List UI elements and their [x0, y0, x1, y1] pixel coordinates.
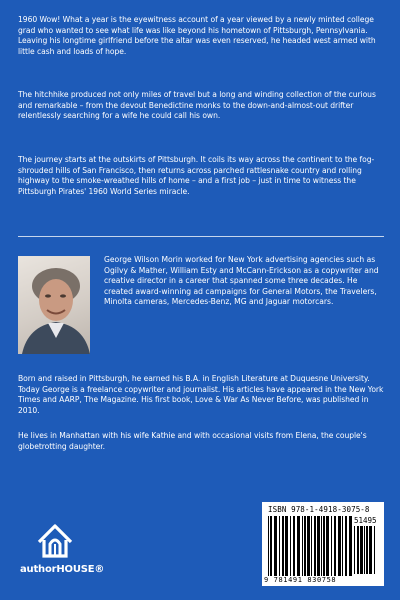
ean-number: 9 781491 830758	[264, 576, 337, 584]
price-code: 51495	[354, 516, 377, 525]
blurb-paragraph-3: The journey starts at the outskirts of Pittsburgh. It coils its way across the continent to the fog-shrouded hills of San Francisco, then returns across parched rattlesnake country and rolling highway to the smoke-wreathed hills of home – and a first job – just in time to witness the Pittsburgh Pirates' 1960 World Series miracle.	[18, 155, 375, 196]
price-barcode-bars	[354, 526, 378, 574]
authorhouse-logo-icon	[35, 520, 75, 564]
author-bio-3: He lives in Manhattan with his wife Kathie and with occasional visits from Elena, the couple's globetrotting daughter.	[18, 431, 367, 451]
isbn-number: ISBN 978-1-4918-3075-8	[268, 505, 370, 514]
author-bio-2: Born and raised in Pittsburgh, he earned his B.A. in English Literature at Duquesne University. Today George is a freelance copywriter and journalist. His articles have appeared in the New York Times and AARP, The Magazine. His first book, Love & War As Never Before, was published in 2010.	[18, 374, 384, 415]
section-divider	[18, 236, 384, 237]
barcode-bars	[268, 516, 352, 576]
blurb-paragraph-2: The hitchhike produced not only miles of travel but a long and winding collection of the curious and remarkable – from the devout Benedictine monks to the down-and-almost-out drifter relentlessly searching for a wife he could call his own.	[18, 90, 376, 121]
publisher-name: authorHOUSE®	[20, 564, 105, 575]
publisher-logo	[20, 520, 105, 580]
blurb-paragraph-1: 1960 Wow! What a year is the eyewitness account of a year viewed by a newly minted college grad who wanted to see what life was like beyond his hometown of Pittsburgh, Pennsylvania. Leaving his longtime girlfriend before the altar was even reserved, he headed west armed with little cash and loads of hope.	[18, 15, 376, 56]
author-bio-1: George Wilson Morin worked for New York advertising agencies such as Ogilvy & Mather, William Esty and McCann-Erickson as a copywriter and creative director in a career that spanned some three decades. He created award-winning ad campaigns for General Motors, the Travelers, Minolta cameras, Mercedes-Benz, MG and Jaguar motorcars.	[104, 255, 379, 307]
author-photo	[18, 256, 90, 354]
isbn-barcode	[262, 502, 384, 586]
